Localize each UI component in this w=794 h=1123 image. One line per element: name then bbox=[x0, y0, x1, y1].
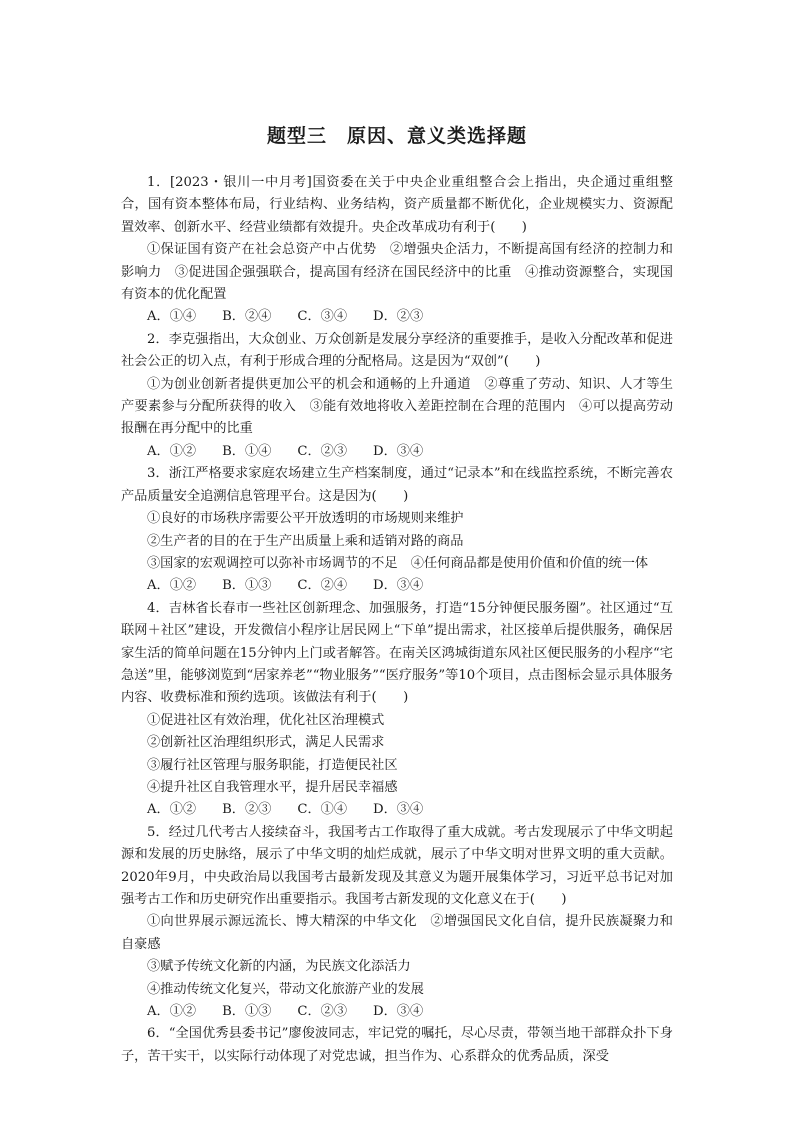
answer-choice[interactable]: B．①③ bbox=[222, 1004, 272, 1020]
answer-choice[interactable]: D．③④ bbox=[373, 443, 424, 459]
answer-choice[interactable]: C．③④ bbox=[297, 309, 348, 325]
answer-choice[interactable]: A．①② bbox=[147, 578, 197, 594]
answer-choices bbox=[121, 441, 673, 463]
answer-choice[interactable]: A．①④ bbox=[147, 309, 197, 325]
page-title: 题型三 原因、意义类选择题 bbox=[266, 125, 527, 147]
question-6 bbox=[121, 1023, 673, 1068]
answer-choice[interactable]: B．②③ bbox=[222, 802, 272, 818]
answer-choices bbox=[121, 306, 673, 328]
answer-choice[interactable]: D．③④ bbox=[373, 578, 424, 594]
question-stem: 1．[2023・银川一中月考]国资委在关于中央企业重组整合会上指出，央企通过重组整合，国有资本整体布局，行业结构、业务结构，资产质量都不断优化，企业规模实力、资源配置效率、创新水平、经营业绩都有效提升。央企改革成功有利于( ) bbox=[121, 175, 673, 235]
answer-choice[interactable]: A．①② bbox=[147, 1004, 197, 1020]
question-option-group: ①促进社区有效治理，优化社区治理模式 bbox=[147, 712, 385, 728]
answer-choice[interactable]: D．③④ bbox=[373, 802, 424, 818]
question-option-group: ①保证国有资产在社会总资产中占优势 ②增强央企活力，不断提高国有经济的控制力和影响力 ③促进国企强强联合，提高国有经济在国民经济中的比重 ④推动资源整合，实现国有资本的优化配置 bbox=[121, 242, 673, 303]
answer-choice[interactable]: A．①② bbox=[147, 443, 197, 459]
question-option-group: ③国家的宏观调控可以弥补市场调节的不足 ④任何商品都是使用价值和价值的统一体 bbox=[147, 555, 649, 571]
answer-choices bbox=[121, 799, 673, 821]
answer-choice[interactable]: C．②③ bbox=[297, 1004, 348, 1020]
answer-choice[interactable]: B．②④ bbox=[222, 309, 272, 325]
question-option-group: ②创新社区治理组织形式，满足人民需求 bbox=[147, 735, 385, 751]
answer-choice[interactable]: D．②③ bbox=[373, 309, 424, 325]
answer-choices bbox=[121, 1001, 673, 1023]
question-option-group: ④推动传统文化复兴，带动文化旅游产业的发展 bbox=[147, 981, 424, 997]
question-option-group: ①为创业创新者提供更加公平的机会和通畅的上升通道 ②尊重了劳动、知识、人才等生产要素参与分配所获得的收入 ③能有效地将收入差距控制在合理的范围内 ④可以提高劳动报酬在再分配中的比重 bbox=[121, 376, 673, 437]
question-option-group: ①良好的市场秩序需要公平开放透明的市场规则来维护 bbox=[147, 511, 464, 527]
question-option-group: ②生产者的目的在于生产出质量上乘和适销对路的商品 bbox=[147, 533, 464, 549]
question-5 bbox=[121, 822, 673, 1024]
question-stem: 3．浙江严格要求家庭农场建立生产档案制度，通过“记录本”和在线监控系统，不断完善农产品质量安全追溯信息管理平台。这是因为( ) bbox=[121, 466, 673, 504]
question-stem: 6．“全国优秀县委书记”廖俊波同志，牢记党的嘱托，尽心尽责，带领当地干部群众扑下身子，苦干实干，以实际行动体现了对党忠诚，担当作为、心系群众的优秀品质，深受 bbox=[121, 1026, 673, 1064]
question-stem: 5．经过几代考古人接续奋斗，我国考古工作取得了重大成就。考古发现展示了中华文明起源和发展的历史脉络，展示了中华文明的灿烂成就，展示了中华文明对世界文明的重大贡献。2020年9月，中央政治局以我国考古最新发现及其意义为题开展集体学习，习近平总书记对加强考古工作和历史研究作出重要指示。我国考古新发现的文化意义在于( ) bbox=[121, 824, 673, 907]
answer-choice[interactable]: B．①③ bbox=[222, 578, 272, 594]
question-2 bbox=[121, 329, 673, 463]
answer-choice[interactable]: B．①④ bbox=[222, 443, 272, 459]
question-option-group: ④提升社区自我管理水平，提升居民幸福感 bbox=[147, 779, 398, 795]
question-option-group: ③赋予传统文化新的内涵，为民族文化添活力 bbox=[147, 959, 411, 975]
question-option-group: ①向世界展示源远流长、博大精深的中华文化 ②增强国民文化自信，提升民族凝聚力和自豪感 bbox=[121, 914, 673, 952]
answer-choice[interactable]: D．③④ bbox=[373, 1004, 424, 1020]
answer-choice[interactable]: C．②④ bbox=[297, 578, 348, 594]
question-list bbox=[121, 172, 673, 1068]
answer-choice[interactable]: A．①② bbox=[147, 802, 197, 818]
question-stem: 4．吉林省长春市一些社区创新理念、加强服务，打造“15分钟便民服务圈”。社区通过“互联网＋社区”建设，开发微信小程序让居民网上“下单”提出需求，社区接单后提供服务，确保居家生活的简单问题在15分钟内上门或者解答。在南关区鸿城街道东风社区便民服务的小程序“宅急送”里，能够浏览到“居家养老”“物业服务”“医疗服务”等10个项目，点击图标会显示具体服务内容、收费标准和预约选项。该做法有利于( ) bbox=[121, 600, 673, 706]
question-3 bbox=[121, 463, 673, 597]
answer-choice[interactable]: C．①④ bbox=[297, 802, 348, 818]
question-option-group: ③履行社区管理与服务职能，打造便民社区 bbox=[147, 757, 398, 773]
question-1 bbox=[121, 172, 673, 329]
answer-choice[interactable]: C．②③ bbox=[297, 443, 348, 459]
question-stem: 2．李克强指出，大众创业、万众创新是发展分享经济的重要推手，是收入分配改革和促进社会公正的切入点，有利于形成合理的分配格局。这是因为“双创”( ) bbox=[121, 331, 673, 370]
answer-choices bbox=[121, 575, 673, 597]
question-4 bbox=[121, 598, 673, 822]
